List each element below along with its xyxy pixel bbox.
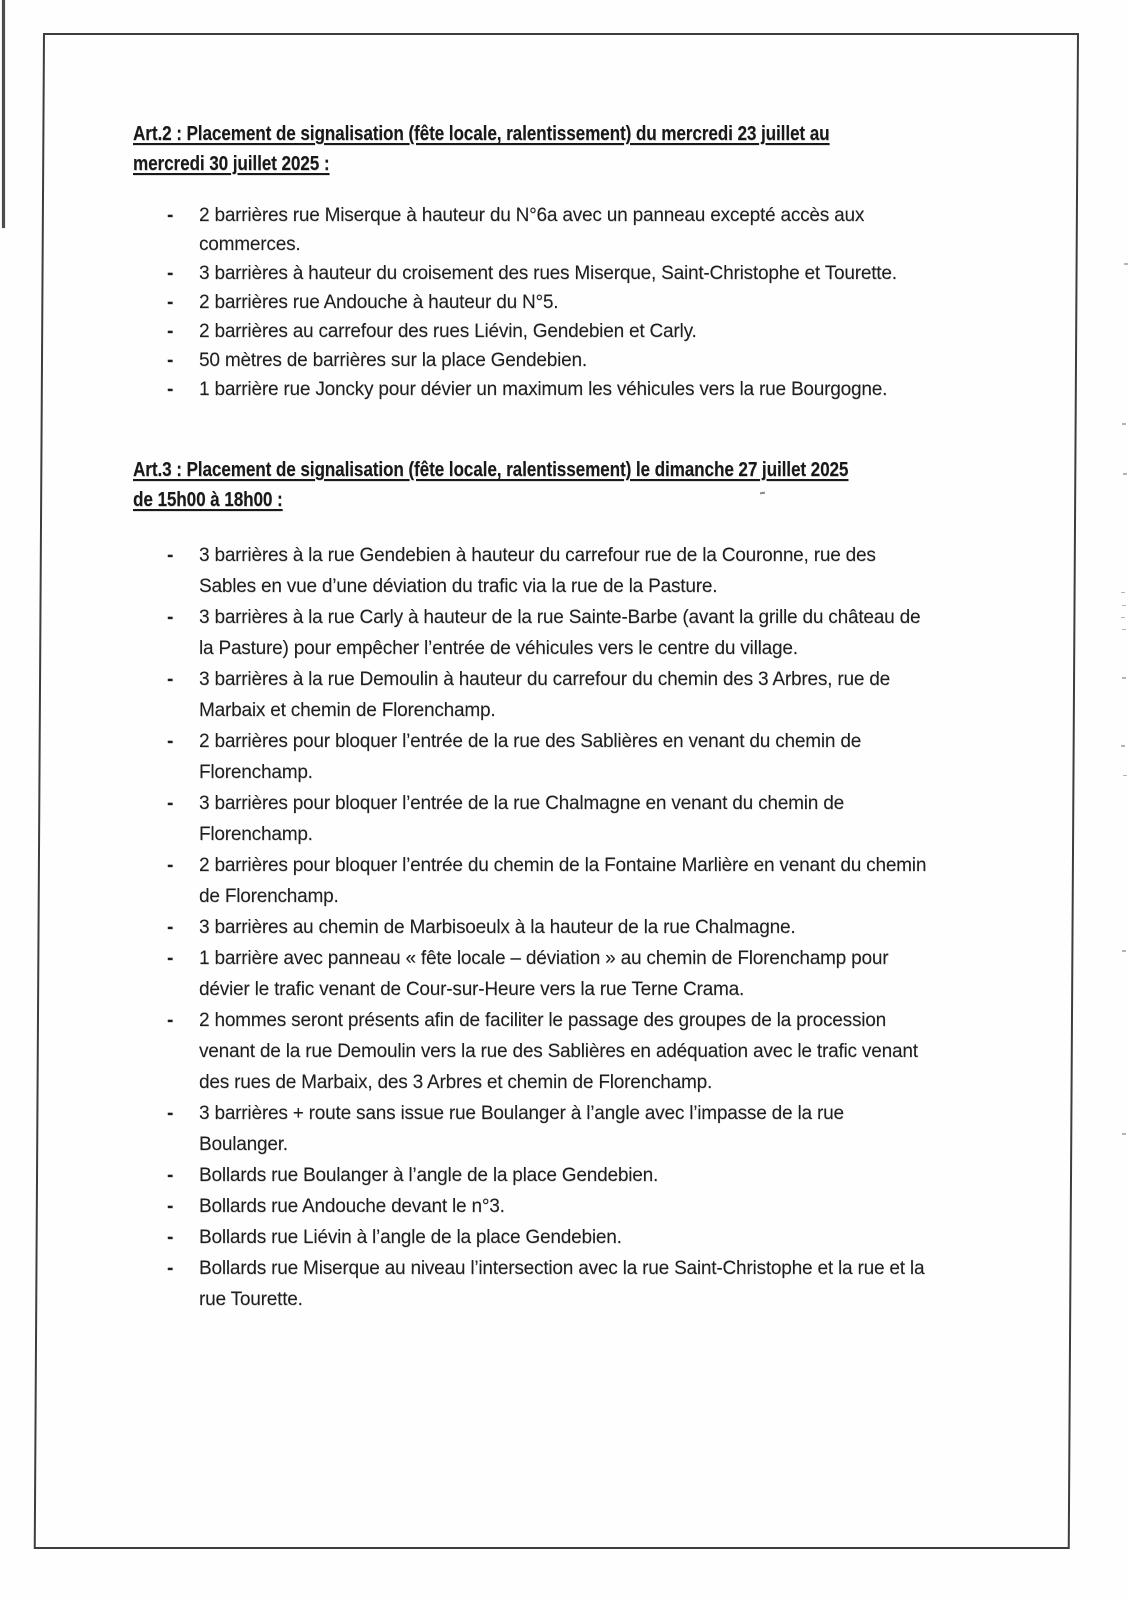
scan-speck xyxy=(1121,617,1125,618)
heading-art2 xyxy=(133,120,948,179)
list-item-text: 2 barrières au carrefour des rues Liévin, Gendebien et Carly. xyxy=(199,321,697,342)
list-item-text: 1 barrière rue Joncky pour dévier un maximum les véhicules vers la rue Bourgogne. xyxy=(199,379,888,400)
bullet-dash-icon: - xyxy=(167,669,174,690)
scan-speck xyxy=(1121,745,1125,747)
list-item-text: 3 barrières pour bloquer l’entrée de la rue Chalmagne en venant du chemin de Florenchamp. xyxy=(199,793,844,845)
list-item xyxy=(133,912,933,943)
list-item-text: 2 barrières pour bloquer l’entrée de la rue des Sablières en venant du chemin de Florenchamp. xyxy=(199,731,862,783)
bullet-list-art3 xyxy=(133,540,933,1315)
scan-speck xyxy=(1121,592,1125,593)
list-item xyxy=(133,1222,933,1253)
list-item-text: Bollards rue Boulanger à l’angle de la place Gendebien. xyxy=(199,1165,659,1186)
heading-art3-line2: de 15h00 à 18h00 : xyxy=(133,488,283,511)
list-item-text: 2 barrières rue Andouche à hauteur du N°5. xyxy=(199,292,559,313)
list-item xyxy=(133,1253,933,1315)
list-item xyxy=(133,317,933,346)
scan-speck xyxy=(1122,677,1126,679)
bullet-dash-icon: - xyxy=(167,1103,174,1124)
bullet-dash-icon: - xyxy=(167,731,174,752)
list-item xyxy=(133,1005,933,1098)
bullet-dash-icon: - xyxy=(167,1165,174,1186)
bullet-dash-icon: - xyxy=(167,350,174,371)
scan-speck xyxy=(1124,263,1128,265)
heading-art3 xyxy=(133,456,970,515)
bullet-dash-icon: - xyxy=(167,917,174,938)
heading-art3-line1: Art.3 : Placement de signalisation (fête locale, ralentissement) le dimanche 27 juillet 2025 xyxy=(133,459,849,481)
list-item-text: 3 barrières + route sans issue rue Boulanger à l’angle avec l’impasse de la rue Boulanger. xyxy=(199,1103,844,1155)
bullet-dash-icon: - xyxy=(167,545,174,566)
scan-speck xyxy=(1123,473,1127,475)
list-item xyxy=(133,943,933,1005)
list-item-text: 2 hommes seront présents afin de faciliter le passage des groupes de la procession venant de la rue Demoulin vers la rue des Sablières en adéquation avec le trafic venant des rues de Marbaix, des 3 Arbres et chemin de Florenchamp. xyxy=(199,1010,918,1093)
list-item-text: 2 barrières pour bloquer l’entrée du chemin de la Fontaine Marlière en venant du chemin de Florenchamp. xyxy=(199,855,927,907)
list-item xyxy=(133,375,933,404)
list-item-text: 3 barrières à la rue Carly à hauteur de la rue Sainte-Barbe (avant la grille du château de la Pasture) pour empêcher l’entrée de véhicules vers le centre du village. xyxy=(199,607,921,659)
bullet-dash-icon: - xyxy=(167,1227,174,1248)
list-item-text: Bollards rue Miserque au niveau l’intersection avec la rue Saint-Christophe et la rue et la rue Tourette. xyxy=(199,1258,925,1310)
list-item xyxy=(133,850,933,912)
list-item xyxy=(133,788,933,850)
heading-art2-line2: mercredi 30 juillet 2025 : xyxy=(133,152,330,175)
list-item-text: 3 barrières à la rue Gendebien à hauteur du carrefour rue de la Couronne, rue des Sables en vue d’une déviation du trafic via la rue de la Pasture. xyxy=(199,545,876,597)
list-item-text: 3 barrières à hauteur du croisement des rues Miserque, Saint-Christophe et Tourette. xyxy=(199,263,897,284)
bullet-dash-icon: - xyxy=(167,205,174,226)
scan-speck xyxy=(1123,775,1127,776)
list-item xyxy=(133,1191,933,1222)
bullet-dash-icon: - xyxy=(167,292,174,313)
list-item xyxy=(133,1160,933,1191)
bullet-list-art2 xyxy=(133,201,933,404)
bullet-dash-icon: - xyxy=(167,1010,174,1031)
bullet-dash-icon: - xyxy=(167,855,174,876)
list-item-text: Bollards rue Liévin à l’angle de la place Gendebien. xyxy=(199,1227,622,1248)
list-item xyxy=(133,288,933,317)
bullet-dash-icon: - xyxy=(167,1258,174,1279)
scan-speck xyxy=(1122,629,1126,630)
scan-speck xyxy=(1122,950,1126,952)
list-item xyxy=(133,540,933,602)
list-item xyxy=(133,602,933,664)
list-item xyxy=(133,201,933,259)
bullet-dash-icon: - xyxy=(167,793,174,814)
scan-speck xyxy=(1122,423,1126,425)
bullet-dash-icon: - xyxy=(167,607,174,628)
list-item-text: 1 barrière avec panneau « fête locale – déviation » au chemin de Florenchamp pour dévier le trafic venant de Cour-sur-Heure vers la rue Terne Crama. xyxy=(199,948,889,1000)
list-item xyxy=(133,1098,933,1160)
scan-speck xyxy=(1122,1133,1126,1135)
list-item xyxy=(133,726,933,788)
bullet-dash-icon: - xyxy=(167,948,174,969)
list-item xyxy=(133,664,933,726)
list-item xyxy=(133,346,933,375)
bullet-dash-icon: - xyxy=(167,321,174,342)
list-item-text: Bollards rue Andouche devant le n°3. xyxy=(199,1196,505,1217)
bullet-dash-icon: - xyxy=(167,379,174,400)
heading-art2-line1: Art.2 : Placement de signalisation (fête locale, ralentissement) du mercredi 23 juillet au xyxy=(133,123,830,145)
list-item-text: 50 mètres de barrières sur la place Gendebien. xyxy=(199,350,587,371)
list-item-text: 2 barrières rue Miserque à hauteur du N°6a avec un panneau excepté accès aux commerces. xyxy=(199,205,865,255)
list-item-text: 3 barrières au chemin de Marbisoeulx à la hauteur de la rue Chalmagne. xyxy=(199,917,796,938)
bullet-dash-icon: - xyxy=(167,263,174,284)
scan-artifact-left-line xyxy=(2,0,5,228)
bullet-dash-icon: - xyxy=(167,1196,174,1217)
list-item-text: 3 barrières à la rue Demoulin à hauteur du carrefour du chemin des 3 Arbres, rue de Marbaix et chemin de Florenchamp. xyxy=(199,669,891,721)
list-item xyxy=(133,259,933,288)
scan-speck xyxy=(1122,605,1126,606)
